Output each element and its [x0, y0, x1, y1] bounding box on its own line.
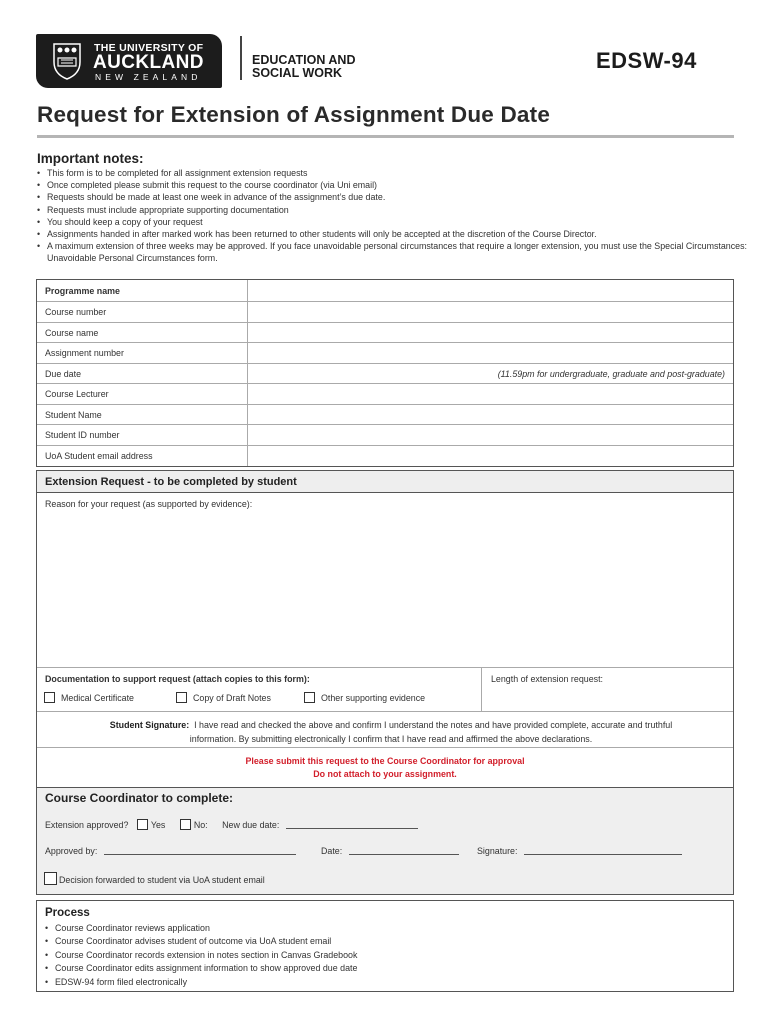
logo-text-line2: AUCKLAND — [93, 52, 204, 73]
approved-no-label: No: — [193, 820, 208, 830]
programme-name-field[interactable] — [248, 280, 733, 301]
date-label: Date: — [321, 846, 343, 856]
note-item: • A maximum extension of three weeks may be approved. If you face unavoidable personal circumstances that require a longer extension, you must use the Special Circumstances: Unavoidable Personal Circumstances form. — [37, 240, 749, 264]
medical-certificate-option — [44, 692, 134, 703]
extension-length-field[interactable] — [625, 672, 729, 686]
extension-approved-label: Extension approved? — [45, 820, 129, 830]
field-label: Course number — [37, 302, 248, 322]
process-section — [36, 900, 734, 992]
row-student-name — [37, 405, 733, 426]
approved-yes-checkbox[interactable] — [137, 819, 148, 830]
documentation-divider — [481, 668, 482, 712]
field-label: Course name — [37, 323, 248, 343]
coordinator-heading: Course Coordinator to complete: — [45, 791, 234, 805]
other-evidence-label: Other supporting evidence — [321, 693, 426, 703]
reason-textarea[interactable] — [37, 511, 733, 665]
note-item: • Assignments handed in after marked work has been returned to other students will only be accepted at the discretion of the Course Director. — [37, 228, 749, 240]
coordinator-signature-label: Signature: — [477, 846, 518, 856]
process-list — [45, 922, 357, 989]
submit-instruction-2: Do not attach to your assignment. — [313, 768, 457, 779]
field-label: Student Name — [37, 405, 248, 425]
university-logo — [36, 34, 222, 88]
field-label: Assignment number — [37, 343, 248, 363]
student-name-field[interactable] — [248, 405, 733, 425]
row-course-number — [37, 302, 733, 323]
medical-certificate-label: Medical Certificate — [61, 693, 134, 703]
details-table — [36, 279, 734, 467]
process-item: • Course Coordinator advises student of outcome via UoA student email — [45, 935, 357, 948]
row-due-date — [37, 364, 733, 385]
page-title: Request for Extension of Assignment Due Date — [37, 102, 551, 127]
extension-approved-line — [45, 819, 418, 830]
coordinator-signature-field[interactable] — [524, 854, 682, 855]
row-course-lecturer — [37, 384, 733, 405]
course-number-field[interactable] — [248, 302, 733, 322]
medical-certificate-checkbox[interactable] — [44, 692, 55, 703]
row-assignment-number — [37, 343, 733, 364]
field-label: Course Lecturer — [37, 384, 248, 404]
approved-no-checkbox[interactable] — [180, 819, 191, 830]
signature-area — [37, 711, 733, 747]
student-section-heading: Extension Request - to be completed by student — [37, 471, 733, 493]
header-divider — [240, 36, 242, 80]
crest-icon — [52, 42, 82, 80]
logo-text-line1: THE UNIVERSITY OF — [94, 42, 204, 54]
documentation-area — [37, 667, 733, 711]
notes-heading: Important notes: — [37, 151, 144, 166]
row-programme-name — [37, 280, 733, 302]
faculty-name — [252, 54, 355, 80]
field-label: Programme name — [37, 280, 248, 301]
logo-text-line3: NEW ZEALAND — [95, 72, 202, 82]
student-section — [36, 470, 734, 788]
extension-length-label: Length of extension request: — [491, 674, 604, 684]
date-field[interactable] — [349, 854, 459, 855]
draft-notes-option — [176, 692, 271, 703]
approved-by-label: Approved by: — [45, 846, 98, 856]
documentation-label: Documentation to support request (attach copies to this form): — [45, 674, 310, 684]
draft-notes-checkbox[interactable] — [176, 692, 187, 703]
note-item: • Once completed please submit this request to the course coordinator (via Uni email) — [37, 179, 749, 191]
field-label: UoA Student email address — [37, 446, 248, 467]
note-item: • Requests should be made at least one week in advance of the assignment’s due date. — [37, 191, 749, 203]
process-item: • Course Coordinator records extension in notes section in Canvas Gradebook — [45, 949, 357, 962]
note-item: • You should keep a copy of your request — [37, 216, 749, 228]
signature-declaration — [51, 719, 731, 746]
student-email-field[interactable] — [248, 446, 733, 467]
course-name-field[interactable] — [248, 323, 733, 343]
field-label: Student ID number — [37, 425, 248, 445]
signature-label: Student Signature: — [109, 720, 190, 730]
student-id-field[interactable] — [248, 425, 733, 445]
process-item: • Course Coordinator reviews application — [45, 922, 357, 935]
decision-forwarded-line — [44, 872, 265, 885]
form-code: EDSW-94 — [596, 48, 697, 73]
course-lecturer-field[interactable] — [248, 384, 733, 404]
approved-yes-label: Yes — [150, 820, 166, 830]
note-item: • Requests must include appropriate supporting documentation — [37, 204, 749, 216]
process-item: • Course Coordinator edits assignment information to show approved due date — [45, 962, 357, 975]
coordinator-section — [36, 788, 734, 895]
new-due-date-label: New due date: — [222, 820, 280, 830]
decision-forwarded-label: Decision forwarded to student via UoA student email — [59, 875, 265, 885]
signature-line — [477, 846, 682, 856]
process-heading: Process — [45, 907, 90, 919]
date-line — [321, 846, 459, 856]
process-item: • EDSW-94 form filed electronically — [45, 976, 357, 989]
submit-instructions — [37, 747, 733, 788]
declaration-text-2: information. By submitting electronically I confirm that I have read and affirmed the above declarations. — [189, 733, 593, 744]
other-evidence-option — [304, 692, 425, 703]
row-student-email — [37, 446, 733, 467]
row-course-name — [37, 323, 733, 344]
assignment-number-field[interactable] — [248, 343, 733, 363]
row-student-id — [37, 425, 733, 446]
approved-by-field[interactable] — [104, 854, 296, 855]
reason-label: Reason for your request (as supported by evidence): — [45, 499, 253, 509]
field-label: Due date — [37, 364, 248, 384]
faculty-line1: EDUCATION AND — [252, 53, 356, 67]
approved-by-line — [45, 846, 296, 856]
submit-instruction-1: Please submit this request to the Course Coordinator for approval — [245, 756, 525, 766]
due-date-field[interactable]: (11.59pm for undergraduate, graduate and post-graduate) — [497, 368, 725, 379]
declaration-text-1: I have read and checked the above and confirm I understand the notes and have provided complete, accurate and truthful — [194, 720, 673, 730]
decision-forwarded-checkbox[interactable] — [44, 872, 57, 885]
notes-list — [37, 167, 749, 265]
other-evidence-checkbox[interactable] — [304, 692, 315, 703]
new-due-date-field[interactable] — [286, 828, 418, 829]
note-item: • This form is to be completed for all assignment extension requests — [37, 167, 749, 179]
draft-notes-label: Copy of Draft Notes — [193, 693, 271, 703]
title-divider — [37, 135, 734, 138]
faculty-line2: SOCIAL WORK — [252, 66, 343, 80]
